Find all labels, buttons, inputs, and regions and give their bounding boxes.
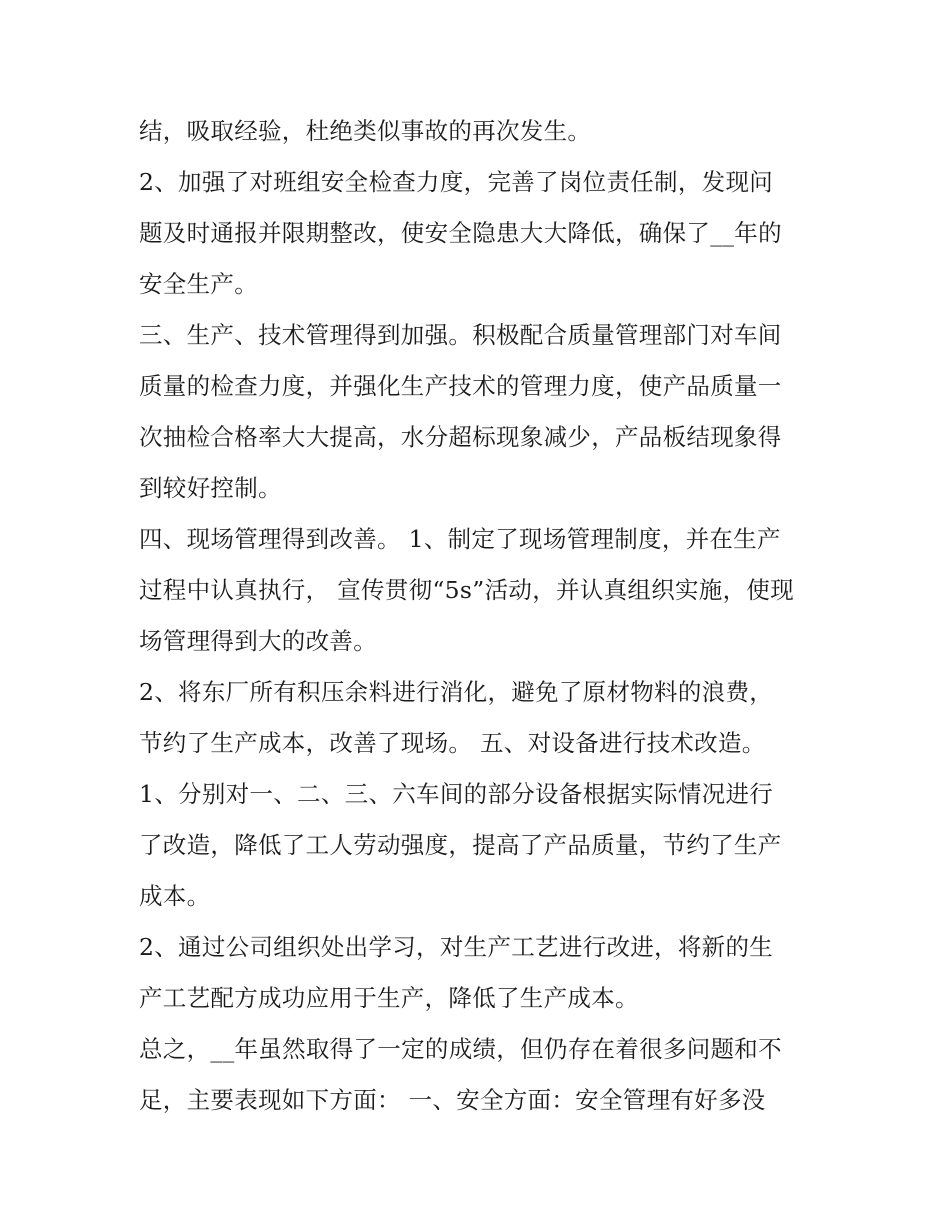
text-line: 2、加强了对班组安全检查力度，完善了岗位责任制，发现问: [139, 168, 774, 196]
text-line: 1、分别对一、二、三、六车间的部分设备根据实际情况进行: [139, 780, 774, 808]
text-line: 质量的检查力度，并强化生产技术的管理力度，使产品质量一: [139, 372, 782, 400]
text-line: 三、生产、技术管理得到加强。积极配合质量管理部门对车间: [139, 321, 782, 349]
text-line: 节约了生产成本，改善了现场。 五、对设备进行技术改造。: [139, 729, 766, 757]
text-line: 四、现场管理得到改善。 1、制定了现场管理制度，并在生产: [139, 525, 781, 553]
text-line: 了改造，降低了工人劳动强度，提高了产品质量，节约了生产: [139, 831, 782, 859]
text-line: 到较好控制。: [139, 474, 282, 502]
text-line: 题及时通报并限期整改，使安全隐患大大降低，确保了__年的: [139, 219, 782, 247]
text-line: 2、通过公司组织处出学习，对生产工艺进行改进，将新的生: [139, 933, 774, 961]
text-line: 总之，__年虽然取得了一定的成绩，但仍存在着很多问题和不: [139, 1035, 782, 1063]
text-line: 2、将东厂所有积压余料进行消化，避免了原材物料的浪费，: [139, 678, 774, 706]
text-line: 次抽检合格率大大提高，水分超标现象减少，产品板结现象得: [139, 423, 782, 451]
text-line: 产工艺配方成功应用于生产，降低了生产成本。: [139, 984, 639, 1012]
text-line: 足，主要表现如下方面： 一、安全方面：安全管理有好多没: [139, 1086, 766, 1114]
text-line: 结，吸取经验，杜绝类似事故的再次发生。: [139, 117, 592, 145]
text-line: 安全生产。: [139, 270, 258, 298]
document-body: [139, 106, 819, 1126]
text-line: 过程中认真执行， 宣传贯彻“5s”活动，并认真组织实施，使现: [139, 576, 795, 604]
text-line: 场管理得到大的改善。: [139, 627, 377, 655]
text-line: 成本。: [139, 882, 211, 910]
